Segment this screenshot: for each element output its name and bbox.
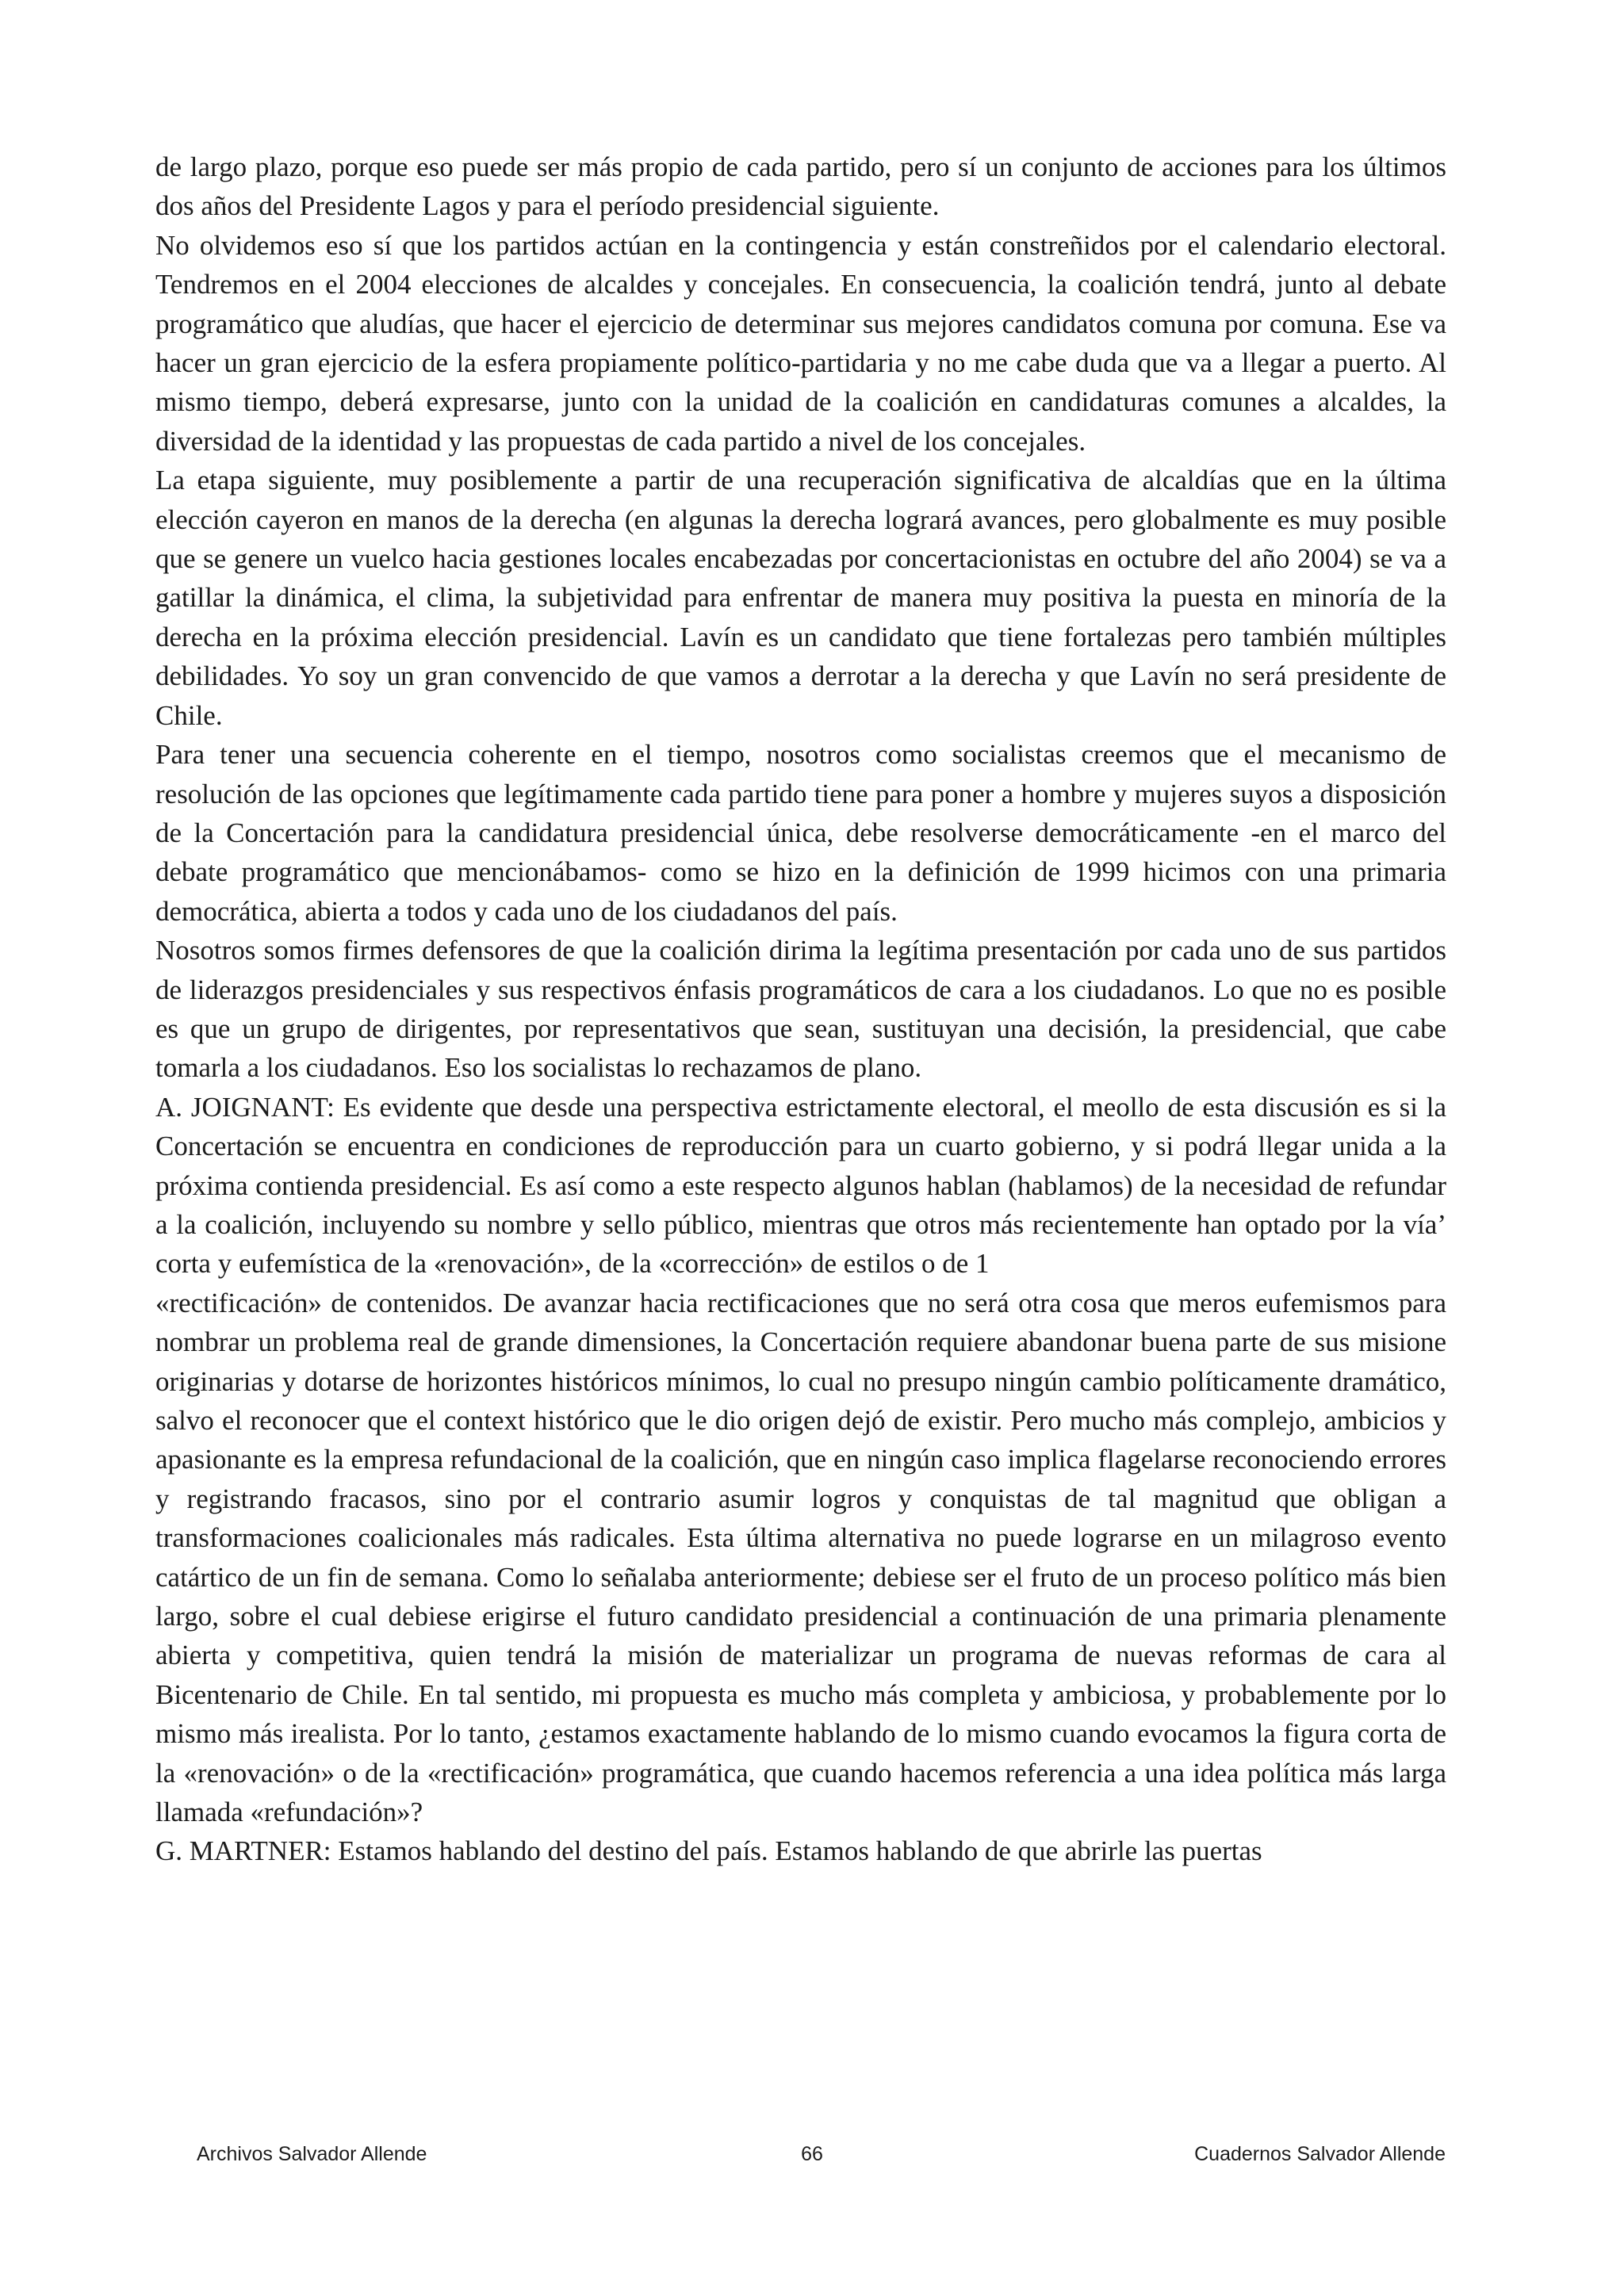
page-number: 66	[801, 2143, 823, 2165]
footer-right-text: Cuadernos Salvador Allende	[1194, 2143, 1446, 2165]
paragraph-2: No olvidemos eso sí que los partidos actúan en la contingencia y están constreñidos por el calendario electoral. Tendremos en el 2004 elecciones de alcaldes y concejales. En consecuencia, la coalición tendrá, junto al debate programático que aludías, que hacer el ejercicio de determinar sus mejores candidatos comuna por comuna. Ese va hacer un gran ejercicio de la esfera propiamente político-partidaria y no me cabe duda que va a llegar a puerto. Al mismo tiempo, deberá expresarse, junto con la unidad de la coalición en candidaturas comunes a alcaldes, la diversidad de la identidad y las propuestas de cada partido a nivel de los concejales.	[155, 229, 1446, 457]
body-text	[155, 147, 1446, 1871]
paragraph-5: Nosotros somos firmes defensores de que la coalición dirima la legítima presentación por cada uno de sus partidos de liderazgos presidenciales y sus respectivos énfasis programáticos de cara a los ciudadanos. Lo que no es posible es que un grupo de dirigentes, por representativos que sean, sustituyan una decisión, la presidencial, que cabe tomarla a los ciudadanos. Eso los socialistas lo rechazamos de plano.	[155, 935, 1446, 1084]
paragraph-1: de largo plazo, porque eso puede ser más propio de cada partido, pero sí un conjunto de acciones para los últimos dos años del Presidente Lagos y para el período presidencial siguiente.	[155, 151, 1446, 222]
paragraph-3: La etapa siguiente, muy posiblemente a partir de una recuperación significativa de alcaldías que en la última elección cayeron en manos de la derecha (en algunas la derecha logrará avances, pero globalmente es muy posible que se genere un vuelco hacia gestiones locales encabezadas por concertacionistas en octubre del año 2004) se va a gatillar la dinámica, el clima, la subjetividad para enfrentar de manera muy positiva la puesta en minoría de la derecha en la próxima elección presidencial. Lavín es un candidato que tiene fortalezas pero también múltiples debilidades. Yo soy un gran convencido de que vamos a derrotar a la derecha y que Lavín no será presidente de Chile.	[155, 465, 1446, 731]
paragraph-7: «rectificación» de contenidos. De avanzar hacia rectificaciones que no será otra cosa que meros eufemismos para nombrar un problema real de grande dimensiones, la Concertación requiere abandonar buena parte de sus misione originarias y dotarse de horizontes históricos mínimos, lo cual no presupo ningún cambio políticamente dramático, salvo el reconocer que el context histórico que le dio origen dejó de existir. Pero mucho más complejo, ambicios y apasionante es la empresa refundacional de la coalición, que en ningún caso implica flagelarse reconociendo errores y registrando fracasos, sino por el contrario asumir logros y conquistas de tal magnitud que obligan a transformaciones coalicionales más radicales. Esta última alternativa no puede lograrse en un milagroso evento catártico de un fin de semana. Como lo señalaba anteriormente; debiese ser el fruto de un proceso político más bien largo, sobre el cual debiese erigirse el futuro candidato presidencial a continuación de una primaria plenamente abierta y competitiva, quien tendrá la misión de materializar un programa de nuevas reformas de cara al Bicentenario de Chile. En tal sentido, mi propuesta es mucho más completa y ambiciosa, y probablemente por lo mismo más irealista. Por lo tanto, ¿estamos exactamente hablando de lo mismo cuando evocamos la figura corta de la «renovación» o de la «rectificación» programática, que cuando hacemos referencia a una idea política más larga llamada «refundación»?	[155, 1287, 1446, 1828]
paragraph-4: Para tener una secuencia coherente en el tiempo, nosotros como socialistas creemos que el mecanismo de resolución de las opciones que legítimamente cada partido tiene para poner a hombre y mujeres suyos a disposición de la Concertación para la candidatura presidencial única, debe resolverse democráticamente -en el marco del debate programático que mencionábamos- como se hizo en la definición de 1999 hicimos con una primaria democrática, abierta a todos y cada uno de los ciudadanos del país.	[155, 739, 1446, 927]
paragraph-6: A. JOIGNANT: Es evidente que desde una perspectiva estrictamente electoral, el meollo de esta discusión es si la Concertación se encuentra en condiciones de reproducción para un cuarto gobierno, y si podrá llegar unida a la próxima contienda presidencial. Es así como a este respecto algunos hablan (hablamos) de la necesidad de refundar a la coalición, incluyendo su nombre y sello público, mientras que otros más recientemente han optado por la vía’ corta y eufemística de la «renovación», de la «corrección» de estilos o de 1	[155, 1091, 1446, 1280]
paragraph-8: G. MARTNER: Estamos hablando del destino del país. Estamos hablando de que abrirle las puertas	[155, 1835, 1262, 1867]
footer-left-text: Archivos Salvador Allende	[197, 2143, 427, 2165]
